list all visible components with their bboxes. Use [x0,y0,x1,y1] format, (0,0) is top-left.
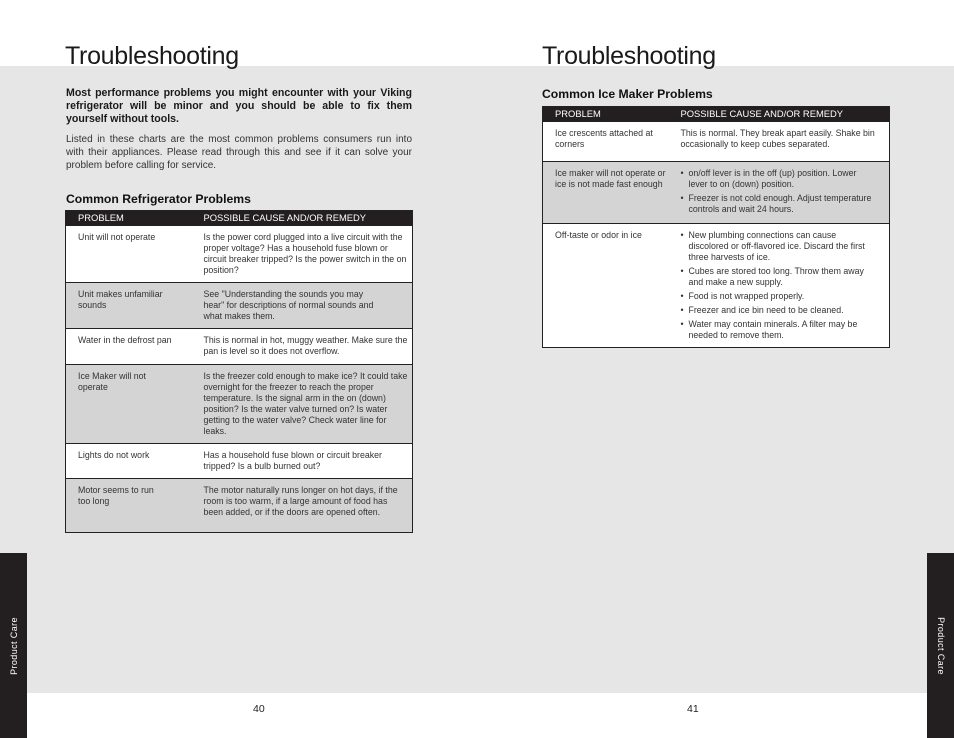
header-problem: PROBLEM [66,211,204,226]
problem-cell: Ice Maker will not operate [66,365,204,444]
cause-cell: This is normal in hot, muggy weather. Make sure the pan is level so it does not overflow. [204,329,413,365]
problem-cell: Water in the defrost pan [66,329,204,365]
page-number-right: 41 [687,703,699,715]
cause-cell: Is the power cord plugged into a live circuit with the proper voltage? Has a household fuse blown or circuit breaker tripped? Is the power switch in the on position? [204,226,413,283]
cause-bullet: • on/off lever is in the off (up) position. Lower lever to on (down) position. [681,168,878,190]
header-problem: PROBLEM [543,107,681,122]
side-tab-left [0,553,27,738]
intro-bold-text: Most performance problems you might encounter with your Viking refrigerator will be minor and you should be able to fix them yourself without tools. [66,87,412,125]
cause-bullet-list [681,230,878,341]
header-cause: POSSIBLE CAUSE AND/OR REMEDY [681,107,890,122]
table-row [543,122,890,162]
table-row [543,224,890,348]
problem-cell: Unit will not operate [66,226,204,283]
page-title-left: Troubleshooting [65,42,239,70]
side-tab-label: Product Care [8,616,19,675]
problem-cell: Ice maker will not operate or ice is not made fast enough [543,162,681,224]
table-row [66,226,413,283]
refrigerator-problems-table [65,210,413,533]
table-row [66,365,413,444]
table-row [66,479,413,533]
refrigerator-problems-heading: Common Refrigerator Problems [66,192,251,206]
table-row [66,283,413,329]
problem-cell: Lights do not work [66,444,204,479]
problem-cell: Unit makes unfamiliar sounds [66,283,204,329]
intro-body-text: Listed in these charts are the most common problems consumers run into with their appliances. Please read through this and see if it can solve your problem before calling for service. [66,134,412,172]
table-row [66,329,413,365]
page-number-left: 40 [253,703,265,715]
cause-bullet: • Freezer and ice bin need to be cleaned. [681,305,878,316]
table-header-row [543,107,890,122]
cause-bullet-list [681,168,878,215]
cause-bullet: • Food is not wrapped properly. [681,291,878,302]
page-title-right: Troubleshooting [542,42,716,70]
cause-cell: Is the freezer cold enough to make ice? It could take overnight for the freezer to reach the proper temperature. Is the signal arm in the on (down) position? Is the water valve turned on? Is water getting to the water valve? Check water line for leaks. [204,365,413,444]
header-cause: POSSIBLE CAUSE AND/OR REMEDY [204,211,413,226]
table-header-row [66,211,413,226]
problem-cell: Motor seems to run too long [66,479,204,533]
cause-cell: See "Understanding the sounds you may hear" for descriptions of normal sounds and what makes them. [204,283,413,329]
cause-cell [681,224,890,348]
problem-cell: Ice crescents attached at corners [543,122,681,162]
ice-maker-problems-heading: Common Ice Maker Problems [542,87,713,101]
cause-cell: The motor naturally runs longer on hot days, if the room is too warm, if a large amount of food has been added, or if the doors are opened often. [204,479,413,533]
side-tab-right [927,553,954,738]
table-row [66,444,413,479]
cause-cell: Has a household fuse blown or circuit breaker tripped? Is a bulb burned out? [204,444,413,479]
cause-bullet: • New plumbing connections can cause discolored or off-flavored ice. Discard the first three harvests of ice. [681,230,878,263]
cause-cell [681,162,890,224]
ice-maker-problems-table [542,106,890,348]
cause-bullet: • Cubes are stored too long. Throw them away and make a new supply. [681,266,878,288]
cause-bullet: • Water may contain minerals. A filter may be needed to remove them. [681,319,878,341]
table-row [543,162,890,224]
side-tab-label: Product Care [935,616,946,675]
cause-cell: This is normal. They break apart easily. Shake bin occasionally to keep cubes separated. [681,122,890,162]
cause-bullet: • Freezer is not cold enough. Adjust temperature controls and wait 24 hours. [681,193,878,215]
problem-cell: Off-taste or odor in ice [543,224,681,348]
